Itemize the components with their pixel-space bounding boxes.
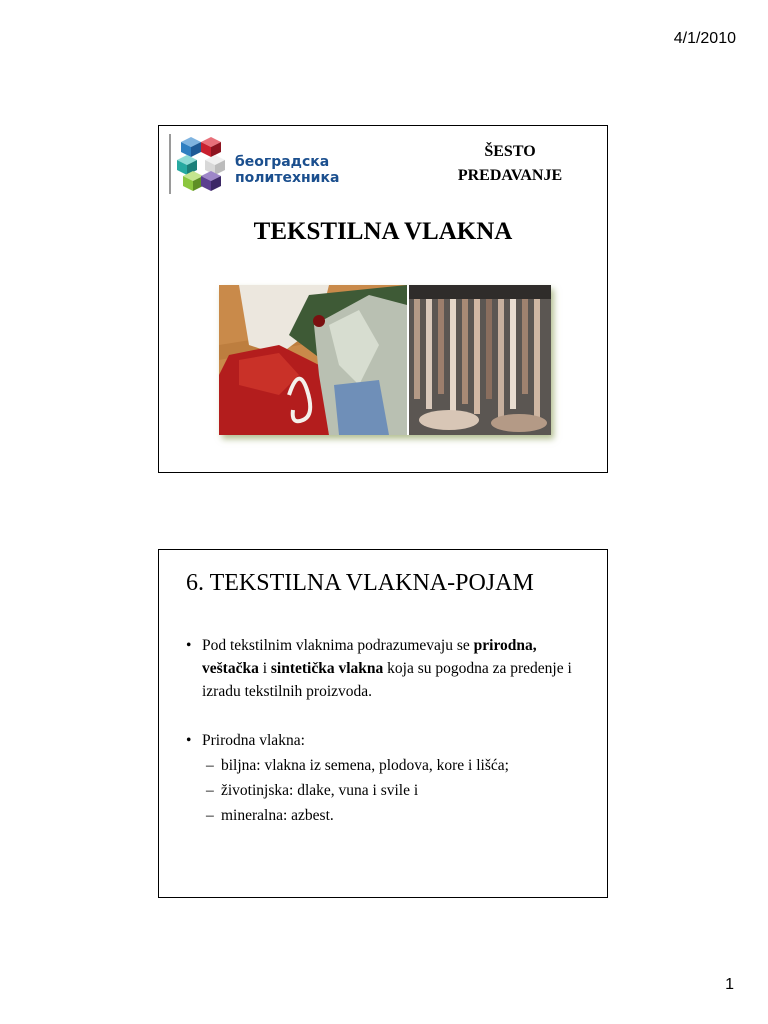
logo-bracket — [169, 134, 171, 194]
cube-top-right — [201, 137, 221, 157]
definition-bold-1: prirodna, veštačka — [202, 637, 537, 677]
belgrade-polytechnic-logo — [169, 132, 340, 194]
definition-text-2: i — [258, 660, 271, 677]
sub-item-plant — [186, 754, 591, 777]
dash-icon: – — [206, 782, 214, 799]
logo-cubes-icon — [177, 135, 233, 193]
bullet-dot-icon: • — [186, 637, 192, 654]
cube-top-left — [181, 137, 201, 157]
logo-text — [235, 154, 339, 186]
slide-title-slide — [158, 125, 608, 473]
sub-item-text: životinjska: dlake, vuna i svile i — [221, 782, 419, 799]
cube-middle-right — [205, 155, 225, 175]
bullet-natural-fibers — [186, 729, 591, 752]
logo-text-line2: политехника — [235, 170, 340, 186]
textile-photos — [219, 285, 551, 435]
sub-item-text: mineralna: azbest. — [221, 807, 334, 824]
definition-text-1: Pod tekstilnim vlaknima podrazumevaju se — [202, 637, 474, 654]
yarn-photo — [409, 285, 551, 435]
lecture-label-line2: PREDAVANJE — [457, 167, 563, 184]
clothes-photo — [219, 285, 407, 435]
sub-item-mineral — [186, 804, 591, 827]
definition-text-3: koja su pogodna za predenje i izradu tekstilnih proizvoda. — [202, 660, 572, 700]
lecture-label-line1: ŠESTO — [484, 143, 536, 160]
sub-item-animal — [186, 779, 591, 802]
lecture-label — [435, 140, 585, 188]
dash-icon: – — [206, 757, 214, 774]
logo-text-line1: београдска — [235, 154, 330, 170]
bullet-dot-icon: • — [186, 732, 192, 749]
page-number: 1 — [725, 976, 734, 993]
sub-item-text: biljna: vlakna iz semena, plodova, kore i lišća; — [221, 757, 509, 774]
cube-bottom-right — [201, 171, 221, 191]
bullet-list — [186, 634, 591, 827]
slide-title: TEKSTILNA VLAKNA — [253, 218, 513, 245]
dash-icon: – — [206, 807, 214, 824]
page-date: 4/1/2010 — [673, 30, 736, 47]
slide-heading: 6. TEKSTILNA VLAKNA-POJAM — [186, 570, 534, 596]
natural-fibers-text: Prirodna vlakna: — [202, 732, 305, 749]
definition-bold-2: sintetička vlakna — [270, 660, 384, 677]
bullet-definition — [186, 634, 591, 703]
slide-fiber-concept — [158, 549, 608, 898]
